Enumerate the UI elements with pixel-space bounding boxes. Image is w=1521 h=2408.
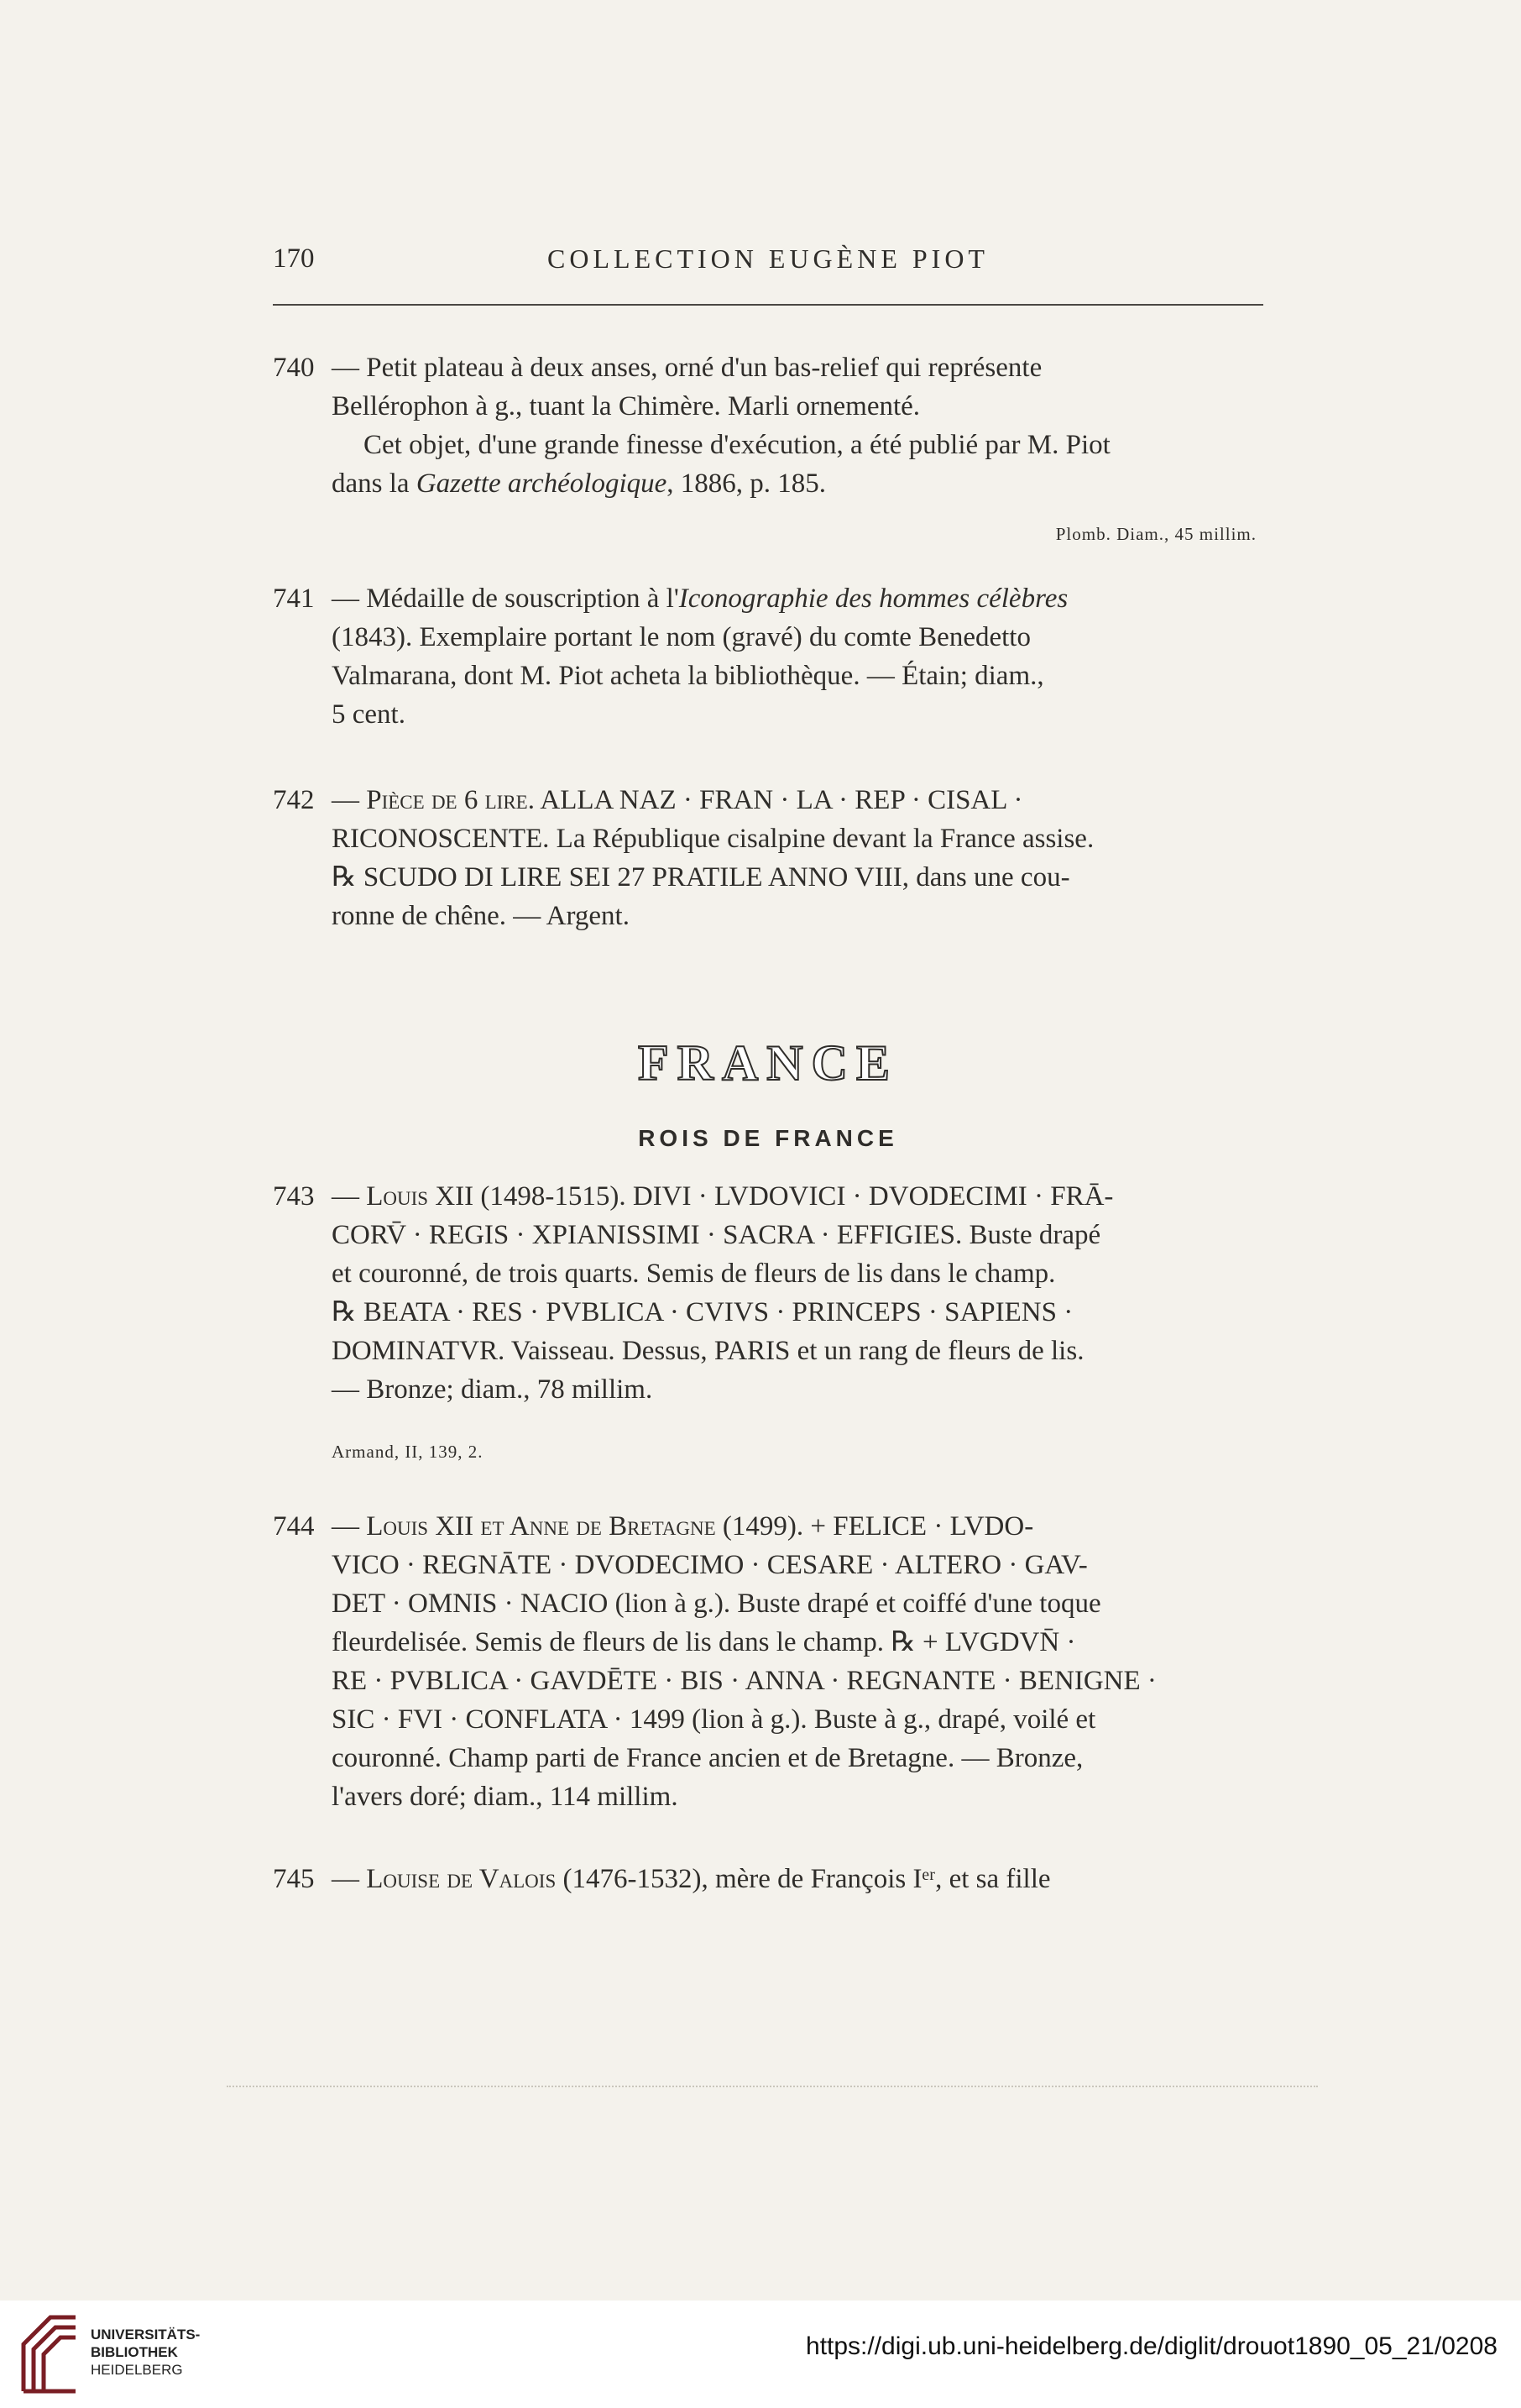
entry-heading: Pièce de 6 lire. — [366, 785, 535, 815]
entry-text: ALLA NAZ · FRAN · LA · REP · CISAL · — [534, 785, 1023, 815]
catalog-entry-744 — [273, 1507, 1263, 1816]
library-name-line: BIBLIOTHEK — [91, 2344, 178, 2360]
page-number: 170 — [273, 243, 315, 274]
entry-text-line: couronné. Champ parti de France ancien et de Bretagne. — Bronze, — [332, 1743, 1084, 1773]
entry-heading: Louis XII — [366, 1181, 474, 1212]
entry-text-line: et couronné, de trois quarts. Semis de fleurs de lis dans le champ. — [332, 1259, 1056, 1289]
header-rule — [273, 304, 1263, 306]
entry-text-line — [332, 1507, 1263, 1546]
entry-text-line: SIC · FVI · CONFLATA · 1499 (lion à g.). Buste à g., drapé, voilé et — [332, 1704, 1096, 1735]
entry-text-line: l'avers doré; diam., 114 millim. — [332, 1782, 678, 1812]
entry-text-line: Bellérophon à g., tuant la Chimère. Marli ornementé. — [332, 391, 921, 421]
entry-text-line: Valmarana, dont M. Piot acheta la bibliothèque. — Étain; diam., — [332, 661, 1044, 691]
digitization-footer — [0, 2301, 1521, 2408]
bibliographic-reference: Armand, II, 139, 2. — [332, 1442, 483, 1462]
entry-heading: Louis XII et Anne de Bretagne — [366, 1511, 716, 1542]
entry-text-line: RE · PVBLICA · GAVDĒTE · BIS · ANNA · REGNANTE · BENIGNE · — [332, 1666, 1157, 1696]
catalog-entry-740 — [273, 348, 1263, 544]
section-title: FRANCE — [638, 1035, 898, 1091]
entry-number: 740 — [273, 353, 315, 383]
running-head — [273, 243, 1263, 282]
publication-title: Iconographie des hommes célèbres — [678, 584, 1069, 614]
entry-text-line: — Bronze; diam., 78 millim. — [332, 1374, 653, 1405]
entry-text-line — [332, 1177, 1263, 1216]
entry-text: — — [332, 1511, 367, 1542]
entry-number: 745 — [273, 1864, 315, 1894]
library-logo-icon — [17, 2311, 82, 2398]
entry-text-line: CORV̄ · REGIS · XPIANISSIMI · SACRA · EFFIGIES. Buste drapé — [332, 1220, 1101, 1250]
entry-number: 742 — [273, 785, 315, 815]
subsection-title: ROIS DE FRANCE — [638, 1125, 898, 1151]
entry-number: 743 — [273, 1181, 315, 1212]
entry-text: (1476-1532), mère de François Iᵉʳ, et sa fille — [556, 1864, 1051, 1894]
entry-text: (1499). + FELICE · LVDO- — [715, 1511, 1034, 1542]
entry-text-line: DET · OMNIS · NACIO (lion à g.). Buste drapé et coiffé d'une toque — [332, 1589, 1101, 1619]
entry-text-line: ℞ BEATA · RES · PVBLICA · CVIVS · PRINCEPS · SAPIENS · — [332, 1297, 1074, 1327]
entry-text-line: VICO · REGNĀTE · DVODECIMO · CESARE · ALTERO · GAV- — [332, 1550, 1088, 1580]
entry-text-line — [332, 781, 1263, 819]
scan-artifact-line — [227, 2086, 1318, 2087]
entry-text-line: fleurdelisée. Semis de fleurs de lis dans le champ. ℞ + LVGDVN̄ · — [332, 1627, 1076, 1657]
entry-number: 744 — [273, 1511, 315, 1542]
entry-text: — — [332, 1864, 367, 1894]
library-name-line: HEIDELBERG — [91, 2362, 183, 2378]
publication-title: Gazette archéologique — [416, 469, 667, 499]
entry-text-line: 5 cent. — [332, 699, 405, 730]
entry-text-line: (1843). Exemplaire portant le nom (gravé) du comte Benedetto — [332, 622, 1031, 652]
entry-heading: Louise de Valois — [366, 1864, 557, 1894]
library-name — [91, 2326, 200, 2379]
entry-text-line: ℞ SCUDO DI LIRE SEI 27 PRATILE ANNO VIII, dans une cou- — [332, 862, 1070, 893]
catalog-entry-745 — [273, 1860, 1263, 1898]
entry-text-line: ronne de chêne. — Argent. — [332, 901, 630, 931]
entry-text-line: DOMINATVR. Vaisseau. Dessus, PARIS et un rang de fleurs de lis. — [332, 1336, 1085, 1366]
note-text: , 1886, p. 185. — [666, 469, 827, 499]
entry-text: — Médaille de souscription à l' — [332, 584, 679, 614]
catalog-entry-741 — [273, 579, 1263, 734]
entry-text-line — [332, 1860, 1263, 1898]
note-text: dans la — [332, 469, 416, 499]
entry-text-line — [332, 579, 1263, 618]
entry-text: (1498-1515). DIVI · LVDOVICI · DVODECIMI · FRĀ- — [473, 1181, 1114, 1212]
entry-text: — — [332, 1181, 367, 1212]
catalog-entry-743 — [273, 1177, 1263, 1462]
catalog-entry-742 — [273, 781, 1263, 935]
library-name-line: UNIVERSITÄTS- — [91, 2327, 201, 2343]
entry-text-line: — Petit plateau à deux anses, orné d'un bas-relief qui représente — [332, 353, 1043, 383]
entry-text: — — [332, 785, 367, 815]
entry-number: 741 — [273, 584, 315, 614]
entry-note-line: Cet objet, d'une grande finesse d'exécution, a été publié par M. Piot — [363, 430, 1111, 460]
material-dimensions: Plomb. Diam., 45 millim. — [1055, 524, 1257, 544]
entry-text-line: RICONOSCENTE. La République cisalpine devant la France assise. — [332, 824, 1095, 854]
source-url-link[interactable]: https://digi.ub.uni-heidelberg.de/diglit/drouot1890_05_21/0208 — [806, 2332, 1497, 2360]
running-title: COLLECTION EUGÈNE PIOT — [547, 243, 989, 274]
entry-note-line — [332, 464, 1263, 503]
